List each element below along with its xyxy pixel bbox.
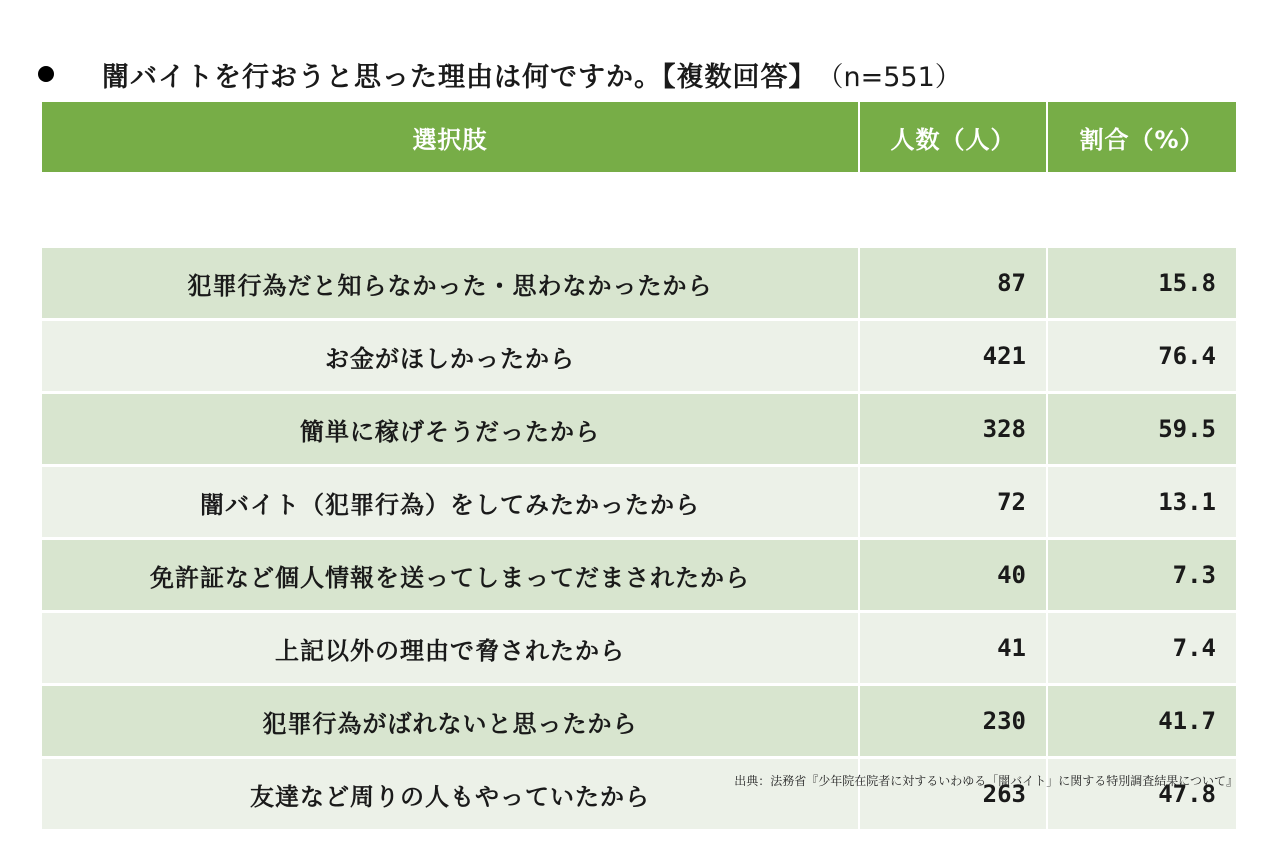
row-percent: 76.4 — [1048, 321, 1236, 391]
row-count: 87 — [860, 248, 1046, 318]
source-citation: 出典：法務省『少年院在院者に対するいわゆる「闇バイト」に関する特別調査結果について』 — [734, 774, 1238, 788]
row-count: 40 — [860, 540, 1046, 610]
title-text: 闇バイトを行おうと思った理由は何ですか。【複数回答】 — [102, 61, 817, 93]
row-choice: 闇バイト（犯罪行為）をしてみたかったから — [42, 467, 858, 537]
header-choice: 選択肢 — [42, 102, 858, 172]
row-choice: お金がほしかったから — [42, 321, 858, 391]
row-count: 421 — [860, 321, 1046, 391]
row-count: 41 — [860, 613, 1046, 683]
row-percent: 7.3 — [1048, 540, 1236, 610]
table-header-row — [42, 102, 1236, 172]
row-percent: 15.8 — [1048, 248, 1236, 318]
table-row — [42, 613, 1236, 683]
header-gap — [42, 175, 1236, 245]
row-percent: 7.4 — [1048, 613, 1236, 683]
page-title — [38, 52, 962, 96]
row-choice: 上記以外の理由で脅されたから — [42, 613, 858, 683]
table-row — [42, 540, 1236, 610]
table-row — [42, 321, 1236, 391]
row-percent: 41.7 — [1048, 686, 1236, 756]
row-choice: 免許証など個人情報を送ってしまってだまされたから — [42, 540, 858, 610]
row-choice: 犯罪行為がばれないと思ったから — [42, 686, 858, 756]
row-count: 328 — [860, 394, 1046, 464]
table-row — [42, 394, 1236, 464]
table-row — [42, 759, 1236, 829]
table-row — [42, 686, 1236, 756]
row-count: 72 — [860, 467, 1046, 537]
bullet-icon — [38, 66, 54, 82]
header-count: 人数（人） — [860, 102, 1046, 172]
sample-size: （n=551） — [816, 61, 962, 93]
table-row — [42, 467, 1236, 537]
row-choice: 簡単に稼げそうだったから — [42, 394, 858, 464]
header-percent: 割合（%） — [1048, 102, 1236, 172]
table-row — [42, 248, 1236, 318]
survey-table — [40, 99, 1238, 832]
row-percent: 13.1 — [1048, 467, 1236, 537]
row-count: 263 — [860, 759, 1046, 829]
row-percent: 47.8 — [1048, 759, 1236, 829]
row-choice: 友達など周りの人もやっていたから — [42, 759, 858, 829]
row-choice: 犯罪行為だと知らなかった・思わなかったから — [42, 248, 858, 318]
row-percent: 59.5 — [1048, 394, 1236, 464]
row-count: 230 — [860, 686, 1046, 756]
